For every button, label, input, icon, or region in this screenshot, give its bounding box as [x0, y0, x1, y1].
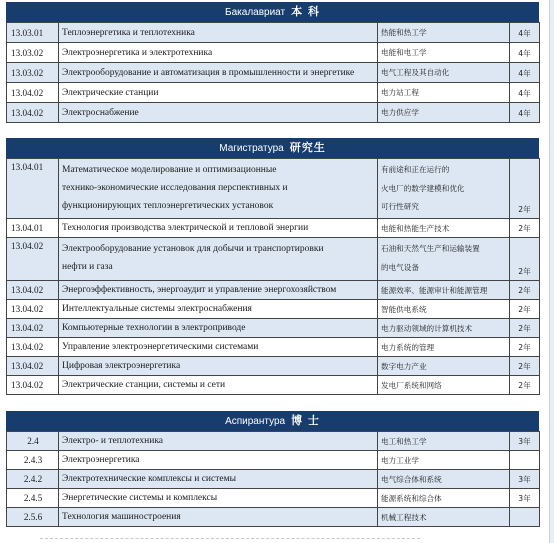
program-name: Электроснабжение [59, 103, 378, 123]
program-name: Энергоэффективность, энергоаудит и управление энергохозяйством [59, 281, 378, 300]
doctor-table [6, 431, 540, 527]
program-name-line: технико-экономические исследования перспективных и [62, 183, 288, 193]
program-name: Энергетические системы и комплексы [59, 489, 378, 508]
program-name-zh: 电工和热工学 [378, 432, 510, 451]
doctor-title-zh: 博 士 [291, 414, 320, 427]
program-name-line: Математическое моделирование и оптимизационные [62, 165, 277, 175]
program-name: Управление электроэнергетическими системами [59, 338, 378, 357]
table-row [7, 281, 540, 300]
program-name-line: Электрооборудование установок для добычи и транспортировки [62, 244, 324, 254]
program-code: 13.04.01 [7, 219, 59, 238]
program-code: 2.5.6 [7, 508, 59, 527]
program-name-zh-line: 的电气设备 [381, 262, 419, 272]
program-name-zh: 能源系统和综合体 [378, 489, 510, 508]
page-divider [40, 538, 420, 539]
program-code: 13.04.02 [7, 281, 59, 300]
program-years: 4年 [510, 103, 540, 123]
program-name [59, 159, 378, 219]
program-years: 3年 [510, 489, 540, 508]
table-row [7, 63, 540, 83]
bachelor-header [6, 2, 539, 22]
program-name: Электрические станции, системы и сети [59, 376, 378, 395]
master-table [6, 158, 540, 395]
program-code: 13.04.02 [7, 300, 59, 319]
program-code: 13.04.01 [7, 159, 59, 219]
program-code: 13.03.01 [7, 23, 59, 43]
program-name: Электро- и теплотехника [59, 432, 378, 451]
master-section [6, 138, 539, 395]
program-name-zh: 能源效率、能源审计和能源管理 [378, 281, 510, 300]
program-years: 2年 [510, 376, 540, 395]
program-code: 13.04.02 [7, 357, 59, 376]
table-row [7, 238, 540, 281]
program-name-line: нефти и газа [62, 262, 113, 272]
program-name-zh-line: 火电厂的数学建模和优化 [381, 183, 465, 193]
program-years: 2年 [510, 319, 540, 338]
program-name: Интеллектуальные системы электроснабжения [59, 300, 378, 319]
program-years: 4年 [510, 43, 540, 63]
program-code: 2.4 [7, 432, 59, 451]
table-row [7, 300, 540, 319]
table-row [7, 43, 540, 63]
program-name [59, 238, 378, 281]
program-name-zh: 机械工程技术 [378, 508, 510, 527]
program-name-zh: 热能和热工学 [378, 23, 510, 43]
master-title-zh: 研究生 [289, 141, 326, 154]
program-years: 4年 [510, 63, 540, 83]
program-years [510, 508, 540, 527]
program-name-zh: 电能和电工学 [378, 43, 510, 63]
table-row [7, 23, 540, 43]
table-row [7, 103, 540, 123]
program-name-zh-line: 可行性研究 [381, 202, 419, 211]
program-years: 2年 [510, 159, 540, 219]
program-years: 2年 [510, 300, 540, 319]
program-name: Электроэнергетика [59, 451, 378, 470]
table-row [7, 470, 540, 489]
program-name-zh: 电能和热能生产技术 [378, 219, 510, 238]
program-name-line: функционирующих теплоэнергетических установок [62, 201, 274, 211]
program-code: 13.03.02 [7, 43, 59, 63]
program-name-zh: 电力工业学 [378, 451, 510, 470]
table-row [7, 432, 540, 451]
program-years: 2年 [510, 357, 540, 376]
program-code: 13.04.02 [7, 376, 59, 395]
doctor-header [6, 411, 539, 431]
program-name-zh: 电力站工程 [378, 83, 510, 103]
program-name-zh [378, 159, 510, 219]
table-row [7, 357, 540, 376]
program-years: 2年 [510, 238, 540, 281]
table-row [7, 319, 540, 338]
program-name: Технология производства электрической и тепловой энергии [59, 219, 378, 238]
program-name-zh: 数字电力产业 [378, 357, 510, 376]
program-name: Электроэнергетика и электротехника [59, 43, 378, 63]
doctor-title-ru: Аспирантура [225, 416, 286, 427]
program-name: Электрические станции [59, 83, 378, 103]
program-years: 4年 [510, 83, 540, 103]
page-edge [549, 0, 554, 543]
bachelor-section [6, 2, 539, 123]
program-code: 2.4.2 [7, 470, 59, 489]
program-name: Цифровая электроэнергетика [59, 357, 378, 376]
table-row [7, 508, 540, 527]
program-years: 2年 [510, 219, 540, 238]
program-name-zh: 电气综合体和系统 [378, 470, 510, 489]
program-years: 3年 [510, 432, 540, 451]
program-name-zh: 发电厂系统和网络 [378, 376, 510, 395]
program-name-zh: 电力驱动领域的计算机技术 [378, 319, 510, 338]
program-code: 13.04.02 [7, 319, 59, 338]
program-code: 2.4.3 [7, 451, 59, 470]
table-row [7, 376, 540, 395]
doctor-section [6, 411, 539, 527]
table-row [7, 451, 540, 470]
program-years: 4年 [510, 23, 540, 43]
bachelor-table [6, 22, 540, 123]
table-row [7, 159, 540, 219]
program-name: Теплоэнергетика и теплотехника [59, 23, 378, 43]
program-code: 13.04.02 [7, 238, 59, 281]
program-name-zh: 电力供应学 [378, 103, 510, 123]
program-code: 2.4.5 [7, 489, 59, 508]
program-code: 13.04.02 [7, 83, 59, 103]
program-years: 2年 [510, 338, 540, 357]
table-row [7, 219, 540, 238]
program-years: 2年 [510, 281, 540, 300]
table-row [7, 83, 540, 103]
table-row [7, 338, 540, 357]
program-name: Компьютерные технологии в электроприводе [59, 319, 378, 338]
program-code: 13.04.02 [7, 338, 59, 357]
program-code: 13.03.02 [7, 63, 59, 83]
program-code: 13.04.02 [7, 103, 59, 123]
program-name-zh: 电力系统的管理 [378, 338, 510, 357]
table-row [7, 489, 540, 508]
program-name-zh-line: 有前途和正在运行的 [381, 165, 450, 174]
program-name-zh: 智能供电系统 [378, 300, 510, 319]
bachelor-title-zh: 本 科 [291, 5, 320, 18]
program-years [510, 451, 540, 470]
program-name-zh [378, 238, 510, 281]
program-name-zh-line: 石油和天然气生产和运输装置 [381, 244, 480, 253]
program-years: 3年 [510, 470, 540, 489]
master-header [6, 138, 539, 158]
program-name: Электрооборудование и автоматизация в промышленности и энергетике [59, 63, 378, 83]
bachelor-title-ru: Бакалавриат [225, 7, 286, 18]
program-name-zh: 电气工程及其自动化 [378, 63, 510, 83]
master-title-ru: Магистратура [219, 143, 284, 154]
program-name: Технология машиностроения [59, 508, 378, 527]
program-name: Электротехнические комплексы и системы [59, 470, 378, 489]
